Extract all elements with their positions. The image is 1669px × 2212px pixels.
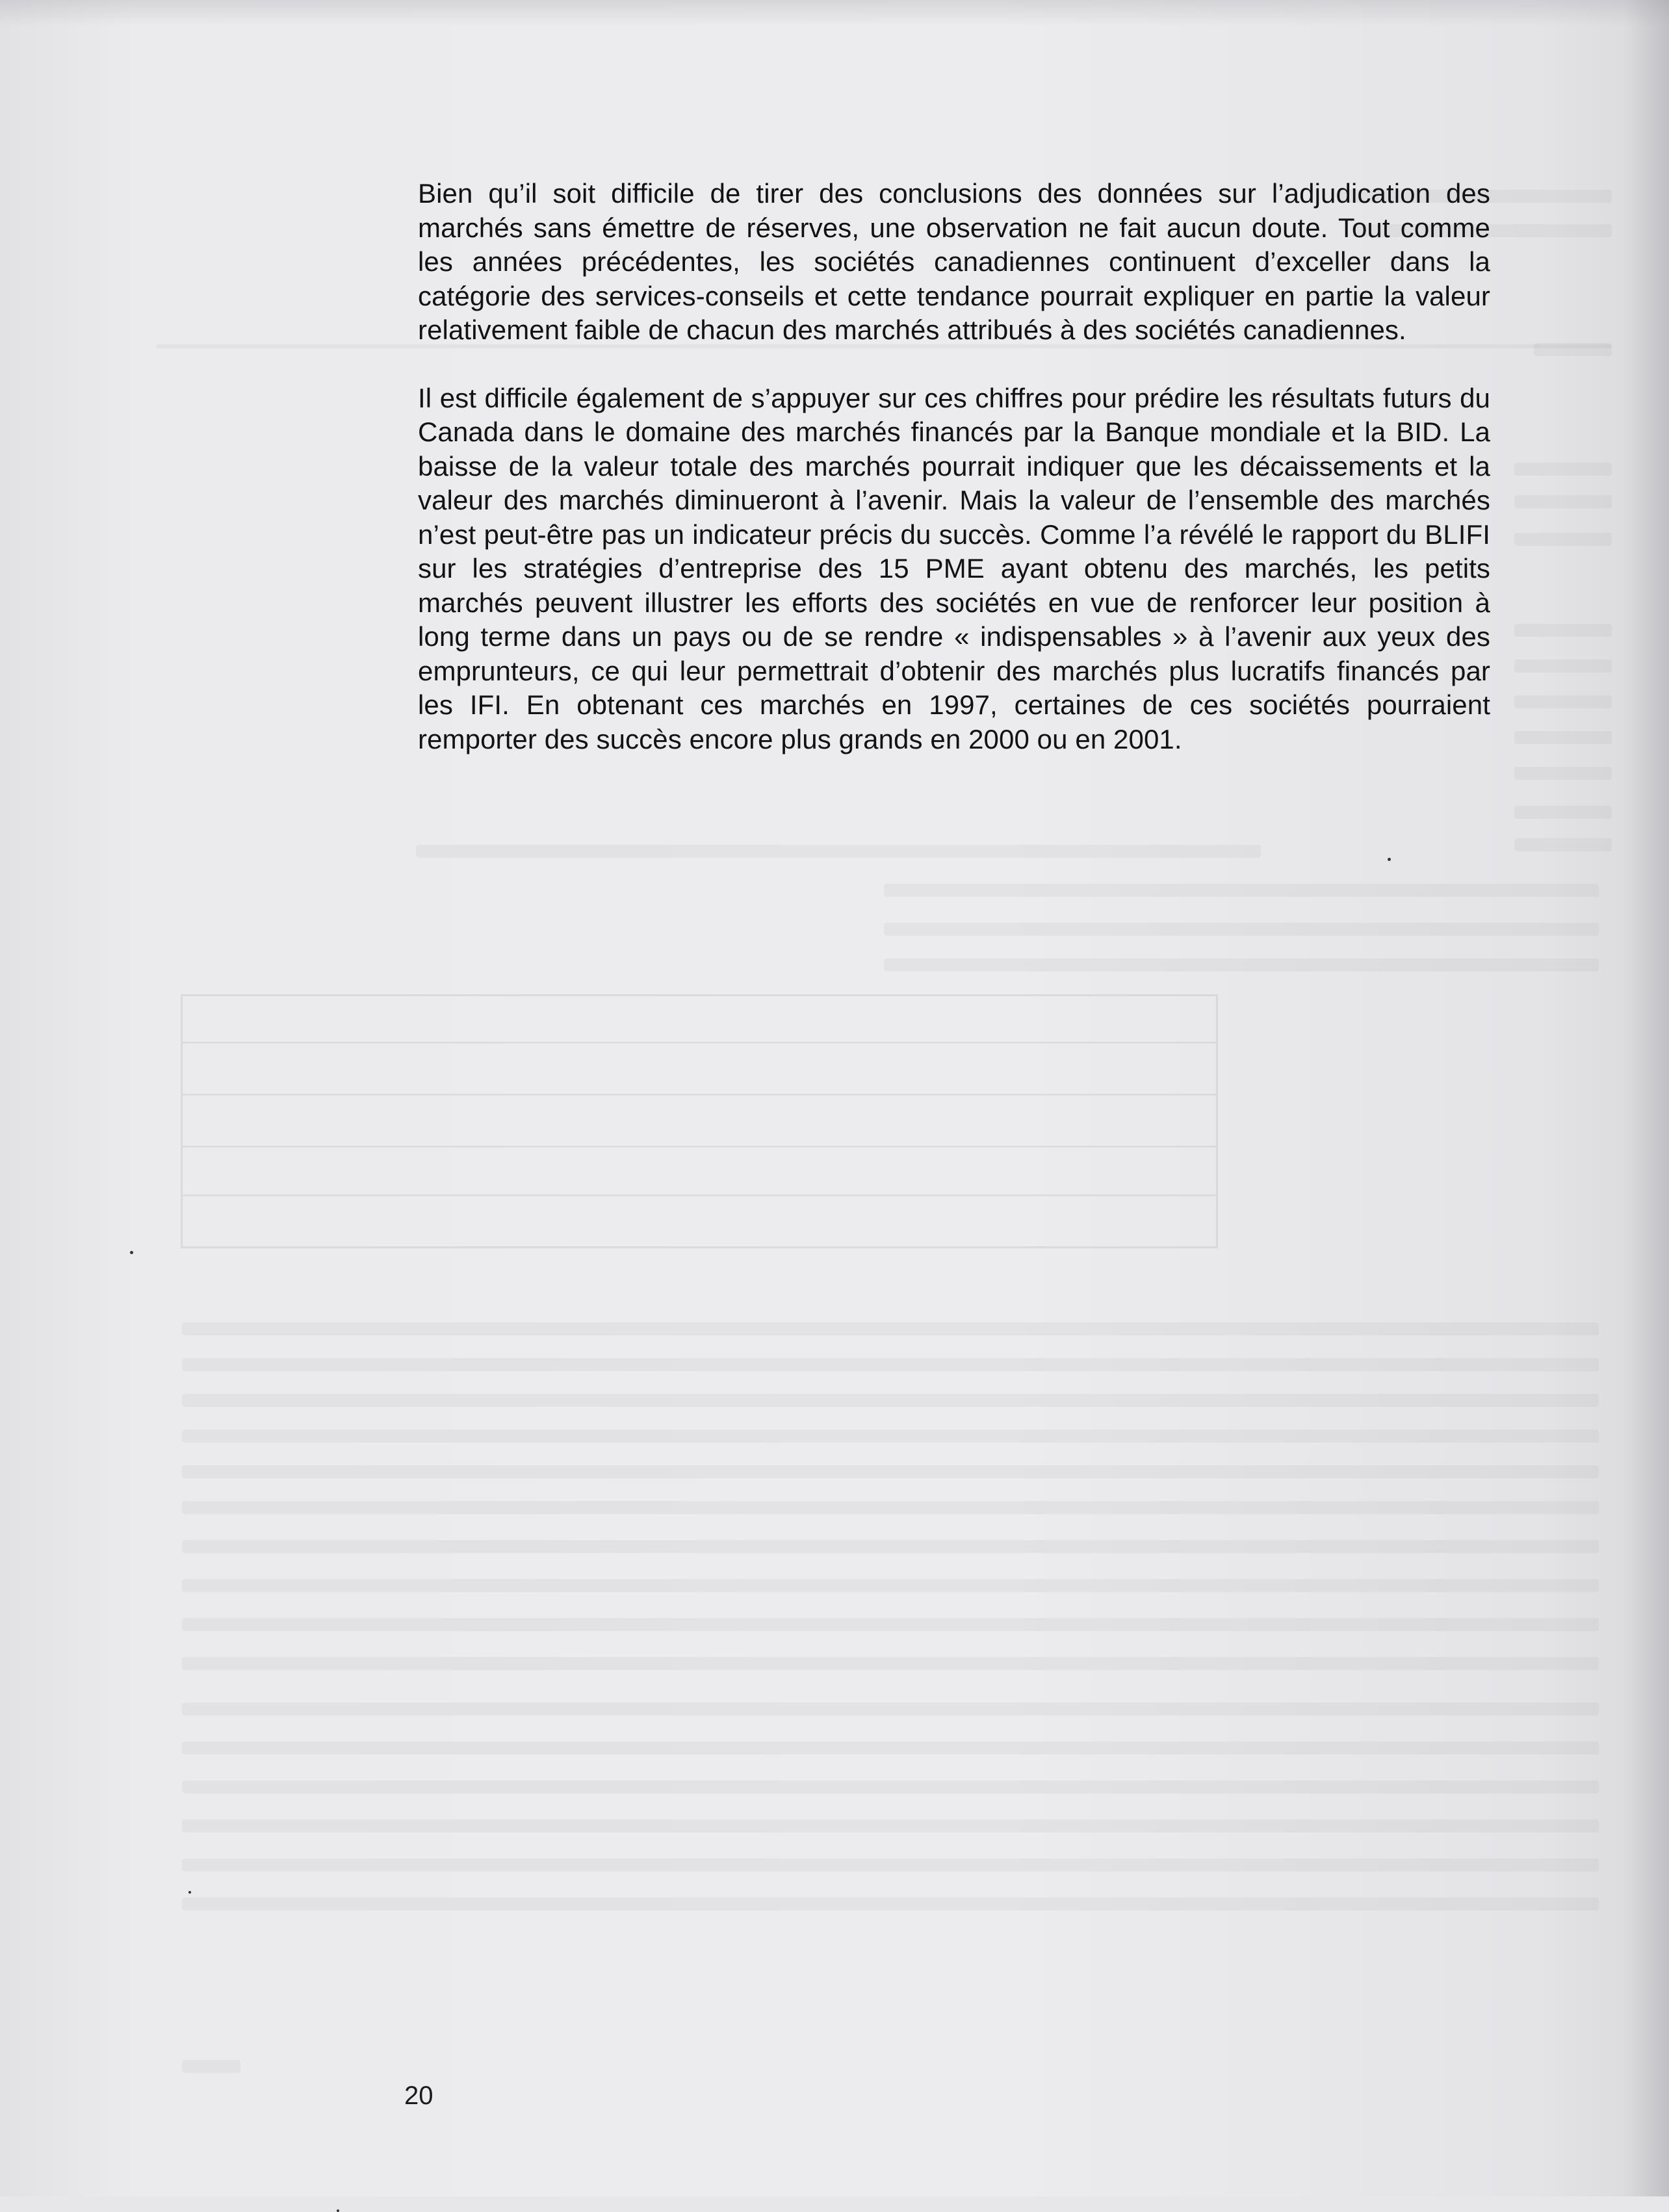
scan-shadow-top (0, 0, 1669, 26)
paragraph-predictions: Il est difficile également de s’appuyer sur ces chiffres pour prédire les résultats futurs du Canada dans le domaine des marchés financés par la Banque mondiale et la BID. La baisse de la valeur totale des marchés pourrait indiquer que les décaissements et la valeur des marchés diminueront à l’avenir. Mais la valeur de l’ensemble des marchés n’est peut-être pas un indicateur précis du succès. Comme l’a révélé le rapport du BLIFI sur les stratégies d’entreprise des 15 PME ayant obtenu des marchés, les petits marchés peuvent illustrer les efforts des sociétés en vue de renforcer leur position à long terme dans un pays ou de se rendre « indispensables » à l’avenir aux yeux des emprunteurs, ce qui leur permettrait d’obtenir des marchés plus lucratifs financés par les IFI. En obtenant ces marchés en 1997, certaines de ces sociétés pourraient remporter des succès encore plus grands en 2000 ou en 2001. (418, 382, 1490, 754)
scan-shadow-right (1624, 0, 1669, 2196)
paragraph-conclusions: Bien qu’il soit difficile de tirer des conclusions des données sur l’adjudication des marchés sans émettre de réserves, une observation ne fait aucun doute. Tout comme les années précédentes, les sociétés canadiennes continuent d’exceller dans la catégorie des services-conseils et cette tendance pourrait expliquer en partie la valeur relativement faible de chacun des marchés attribués à des sociétés canadiennes. (418, 178, 1490, 345)
page-number: 20 (404, 2081, 433, 2110)
body-text (418, 177, 1490, 756)
